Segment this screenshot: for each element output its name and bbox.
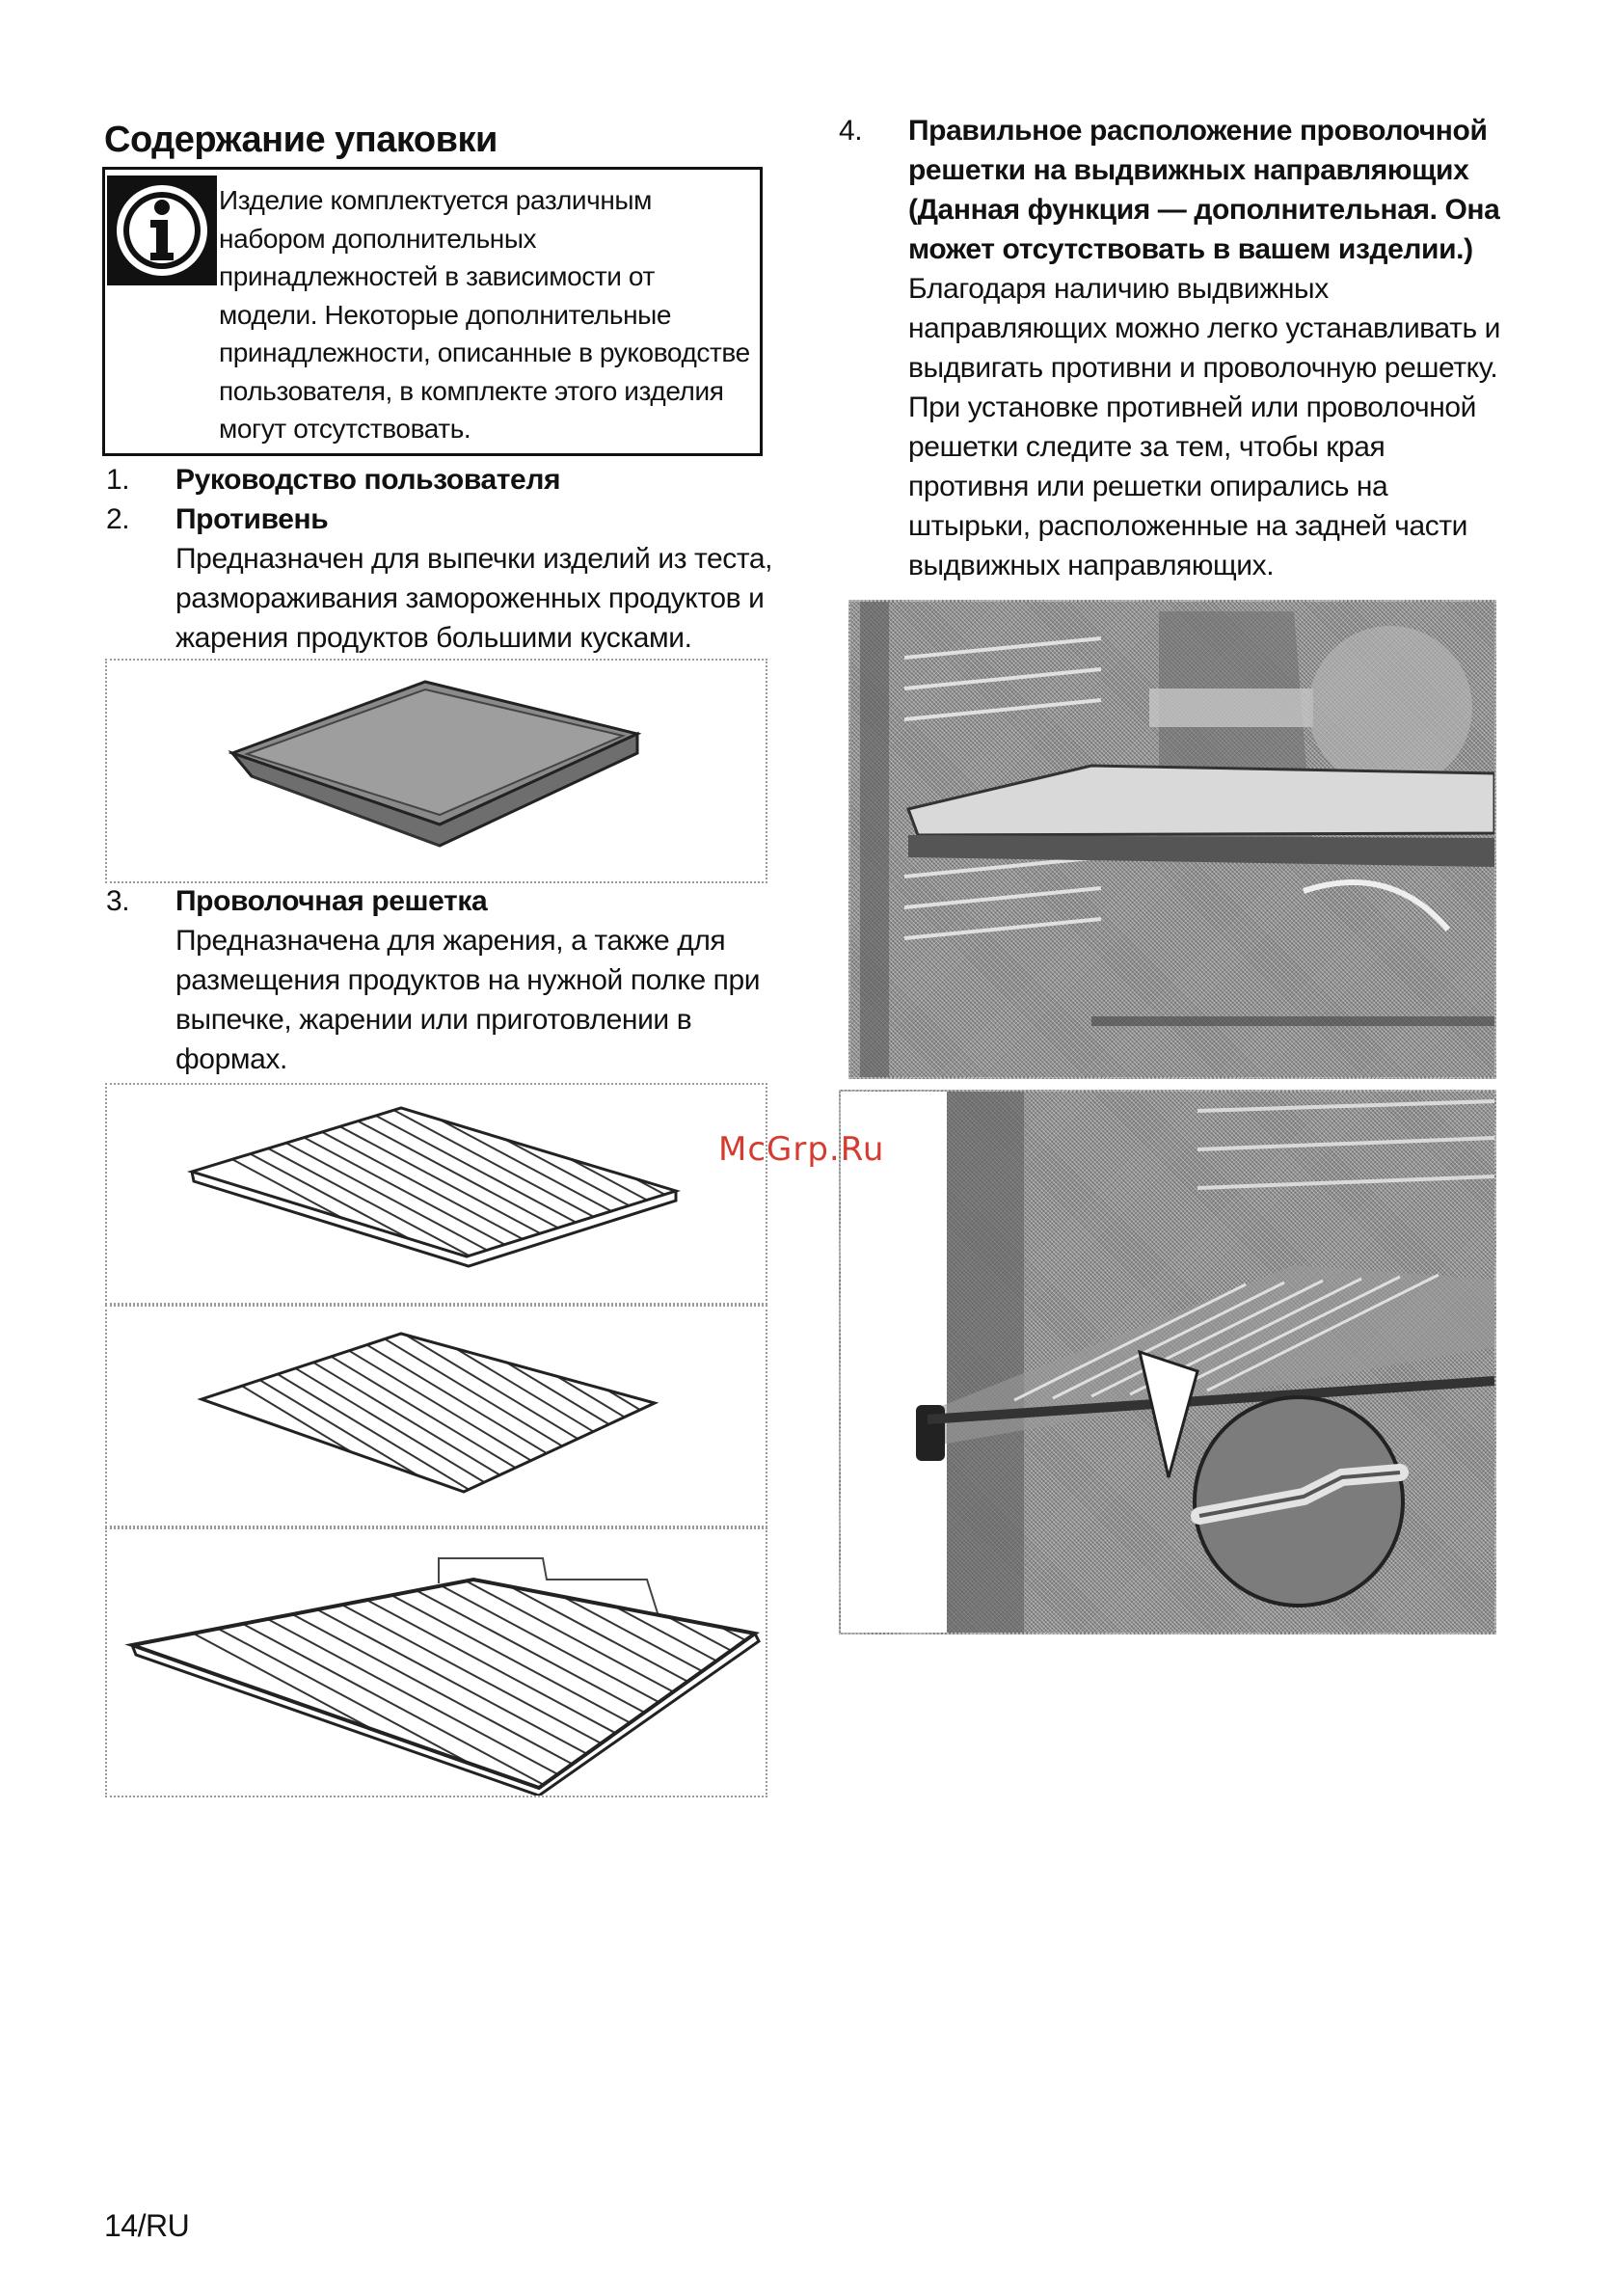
- desc-line: размещения продуктов на нужной полке при: [175, 964, 761, 996]
- desc-line: Благодаря наличию выдвижных: [908, 273, 1329, 305]
- oven-grid-photo: [839, 1090, 1496, 1634]
- info-line: принадлежностей в зависимости от: [219, 261, 655, 291]
- page-number: 14/RU: [104, 2208, 190, 2243]
- desc-line: размораживания замороженных продуктов и: [175, 582, 765, 614]
- item-title: Руководство пользователя: [175, 464, 561, 496]
- item-title: Проволочная решетка: [175, 885, 488, 917]
- info-line: модели. Некоторые дополнительные: [219, 299, 672, 330]
- title-line: может отсутствовать в вашем изделии.): [908, 233, 1473, 265]
- desc-line: Предназначен для выпечки изделий из теста,: [175, 543, 773, 575]
- oven-grid-drawing: [841, 1092, 1494, 1633]
- wire-grid-figure-3: [105, 1527, 767, 1797]
- desc-line: формах.: [175, 1043, 287, 1075]
- info-line: набором дополнительных: [219, 223, 537, 254]
- info-box: [102, 167, 763, 456]
- title-line: (Данная функция — дополнительная. Она: [908, 194, 1500, 226]
- desc-line: Предназначена для жарения, а также для: [175, 925, 726, 957]
- title-line: Правильное расположение проволочной: [908, 115, 1488, 147]
- desc-line: штырьки, расположенные на задней части: [908, 510, 1468, 542]
- baking-tray-illustration: [107, 661, 766, 881]
- info-icon: [107, 176, 217, 285]
- wire-grid-illustration: [107, 1529, 766, 1796]
- desc-line: выдвигать противни и проволочную решетку.: [908, 352, 1498, 384]
- item-number: 3.: [106, 885, 130, 917]
- desc-line: выдвижных направляющих.: [908, 550, 1275, 581]
- wire-grid-figure-1: [105, 1083, 767, 1305]
- desc-line: выпечке, жарении или приготовлении в: [175, 1004, 692, 1036]
- item-description: [175, 539, 793, 658]
- desc-line: противня или решетки опирались на: [908, 471, 1388, 502]
- desc-line: При установке противней или проволочной: [908, 392, 1476, 423]
- watermark: McGrp.Ru: [718, 1130, 885, 1169]
- wire-grid-figure-2: [105, 1305, 767, 1527]
- desc-line: направляющих можно легко устанавливать и: [908, 312, 1500, 344]
- baking-tray-figure: [105, 659, 767, 883]
- item-number: 4.: [839, 115, 863, 147]
- info-text: [219, 181, 765, 448]
- section-heading: Содержание упаковки: [104, 120, 498, 160]
- wire-grid-illustration: [107, 1085, 766, 1303]
- info-line: принадлежности, описанные в руководстве: [219, 338, 750, 367]
- item-number: 2.: [106, 503, 130, 535]
- title-line: решетки на выдвижных направляющих: [908, 154, 1469, 186]
- info-line: пользователя, в комплекте этого изделия: [219, 375, 724, 406]
- item-title: [908, 111, 1583, 269]
- desc-line: жарения продуктов большими кусками.: [175, 622, 692, 654]
- item-description: [908, 269, 1583, 585]
- item-number: 1.: [106, 464, 130, 496]
- info-line: могут отсутствовать.: [219, 414, 471, 444]
- oven-tray-photo: [848, 600, 1496, 1079]
- info-line: Изделие комплектуется различным: [219, 185, 652, 215]
- oven-tray-drawing: [850, 602, 1494, 1077]
- wire-grid-illustration: [107, 1307, 766, 1526]
- item-description: [175, 921, 793, 1079]
- item-title: Противень: [175, 503, 329, 535]
- desc-line: решетки следите за тем, чтобы края: [908, 431, 1385, 463]
